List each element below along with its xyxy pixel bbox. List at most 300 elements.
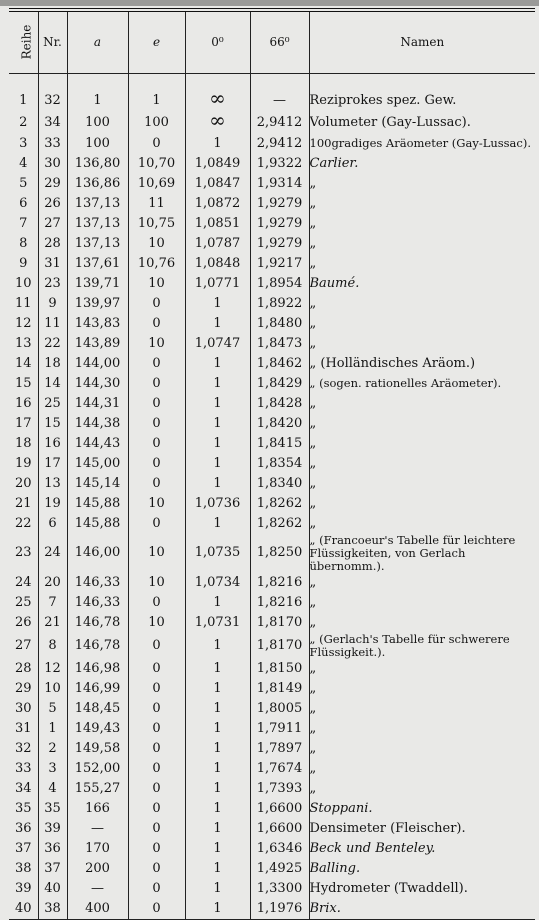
- cell-nr: 4: [38, 779, 67, 799]
- cell-nr: 16: [38, 434, 67, 454]
- cell-66-degree: 2,9412: [250, 112, 309, 134]
- table-row: [9, 494, 535, 514]
- cell-reihe: 8: [19, 235, 28, 251]
- cell-e: 0: [128, 314, 185, 334]
- cell-name: „: [309, 214, 535, 234]
- cell-reihe: 38: [14, 860, 32, 876]
- cell-nr: 20: [38, 573, 67, 593]
- table-row: [9, 334, 535, 354]
- cell-0-degree: 1: [185, 659, 250, 679]
- cell-0-degree: 1: [185, 699, 250, 719]
- cell-0-degree: 1: [185, 719, 250, 739]
- cell-reihe: 24: [14, 574, 32, 590]
- table-row: [9, 819, 535, 839]
- cell-name: „: [309, 613, 535, 633]
- cell-reihe: 26: [14, 614, 32, 630]
- cell-66-degree: 1,8354: [250, 454, 309, 474]
- cell-0-degree: 1: [185, 879, 250, 899]
- cell-name: „: [309, 699, 535, 719]
- cell-0-degree: 1: [185, 899, 250, 920]
- cell-66-degree: 1,9279: [250, 194, 309, 214]
- cell-e: 0: [128, 719, 185, 739]
- cell-name: „: [309, 779, 535, 799]
- cell-name: „ (Gerlach's Tabelle für schwerere Flüssigkeit.).: [309, 633, 535, 659]
- cell-reihe: 13: [14, 335, 32, 351]
- cell-a: 145,88: [67, 514, 128, 534]
- cell-66-degree: 1,8480: [250, 314, 309, 334]
- cell-a: 1: [67, 90, 128, 112]
- cell-reihe: 9: [19, 255, 28, 271]
- cell-0-degree: 1,0734: [185, 573, 250, 593]
- cell-name: Beck und Benteley.: [309, 839, 535, 859]
- cell-reihe: 20: [14, 475, 32, 491]
- cell-e: 0: [128, 819, 185, 839]
- cell-a: 137,13: [67, 234, 128, 254]
- cell-a: 146,33: [67, 593, 128, 613]
- cell-a: 143,89: [67, 334, 128, 354]
- header-namen: Namen: [309, 10, 535, 73]
- header-reihe: Reihe: [9, 10, 38, 73]
- cell-0-degree: 1: [185, 633, 250, 659]
- cell-reihe: 10: [14, 275, 32, 291]
- cell-nr: 21: [38, 613, 67, 633]
- cell-nr: 9: [38, 294, 67, 314]
- cell-0-degree: ∞: [185, 112, 250, 134]
- cell-a: 149,43: [67, 719, 128, 739]
- cell-reihe: 29: [14, 680, 32, 696]
- cell-name: Carlier.: [309, 154, 535, 174]
- cell-reihe: 40: [9, 899, 38, 920]
- cell-a: 144,38: [67, 414, 128, 434]
- cell-name: „: [309, 394, 535, 414]
- cell-nr: 35: [38, 799, 67, 819]
- cell-66-degree: 1,9279: [250, 234, 309, 254]
- cell-66-degree: 1,6346: [250, 839, 309, 859]
- cell-name: „ (Holländisches Aräom.): [309, 354, 535, 374]
- header-a: a: [67, 10, 128, 73]
- cell-0-degree: 1,0848: [185, 254, 250, 274]
- cell-a: 136,80: [67, 154, 128, 174]
- table-row: [9, 879, 535, 899]
- cell-name: „: [309, 679, 535, 699]
- table-row: [9, 90, 535, 112]
- cell-reihe: 14: [14, 355, 32, 371]
- cell-a: 144,00: [67, 354, 128, 374]
- cell-name: „ (sogen. rationelles Aräometer).: [309, 374, 535, 394]
- cell-nr: 8: [38, 633, 67, 659]
- cell-e: 10,70: [128, 154, 185, 174]
- cell-0-degree: 1: [185, 354, 250, 374]
- cell-e: 10,69: [128, 174, 185, 194]
- cell-nr: 10: [38, 679, 67, 699]
- cell-reihe: 15: [14, 375, 32, 391]
- cell-name: „: [309, 294, 535, 314]
- cell-a: 143,83: [67, 314, 128, 334]
- cell-reihe: 16: [14, 395, 32, 411]
- cell-e: 0: [128, 839, 185, 859]
- cell-a: 146,78: [67, 613, 128, 633]
- cell-nr: 39: [38, 819, 67, 839]
- cell-e: 0: [128, 434, 185, 454]
- cell-a: 145,14: [67, 474, 128, 494]
- cell-0-degree: 1: [185, 294, 250, 314]
- cell-0-degree: 1: [185, 819, 250, 839]
- cell-name: „: [309, 759, 535, 779]
- cell-e: 0: [128, 759, 185, 779]
- cell-name: „: [309, 514, 535, 534]
- cell-nr: 1: [38, 719, 67, 739]
- cell-e: 100: [128, 112, 185, 134]
- table-row: [9, 899, 535, 920]
- cell-66-degree: 1,8262: [250, 494, 309, 514]
- table-row: [9, 154, 535, 174]
- cell-name: „: [309, 659, 535, 679]
- cell-0-degree: 1,0731: [185, 613, 250, 633]
- cell-reihe: 7: [19, 215, 28, 231]
- cell-0-degree: 1: [185, 779, 250, 799]
- cell-name: „: [309, 573, 535, 593]
- table-row: [9, 573, 535, 593]
- cell-66-degree: 1,8150: [250, 659, 309, 679]
- cell-e: 10,75: [128, 214, 185, 234]
- cell-name: Volumeter (Gay-Lussac).: [309, 112, 535, 134]
- cell-0-degree: 1,0849: [185, 154, 250, 174]
- cell-66-degree: 1,9217: [250, 254, 309, 274]
- cell-0-degree: 1,0735: [185, 534, 250, 573]
- cell-66-degree: 1,8922: [250, 294, 309, 314]
- cell-a: 144,30: [67, 374, 128, 394]
- cell-name: „: [309, 194, 535, 214]
- cell-a: 146,00: [67, 534, 128, 573]
- table-row: [9, 739, 535, 759]
- cell-66-degree: 1,7897: [250, 739, 309, 759]
- cell-e: 0: [128, 699, 185, 719]
- cell-nr: 32: [38, 90, 67, 112]
- cell-nr: 40: [38, 879, 67, 899]
- cell-0-degree: 1: [185, 394, 250, 414]
- cell-reihe: 37: [14, 840, 32, 856]
- cell-name: „: [309, 334, 535, 354]
- cell-66-degree: 1,6600: [250, 819, 309, 839]
- cell-66-degree: 1,3300: [250, 879, 309, 899]
- cell-0-degree: 1: [185, 739, 250, 759]
- cell-a: 137,13: [67, 194, 128, 214]
- cell-e: 10: [128, 573, 185, 593]
- cell-reihe: 12: [14, 315, 32, 331]
- cell-66-degree: 1,8005: [250, 699, 309, 719]
- cell-0-degree: 1: [185, 839, 250, 859]
- table-row: [9, 214, 535, 234]
- cell-reihe: 35: [14, 800, 32, 816]
- cell-reihe: 33: [14, 760, 32, 776]
- cell-e: 0: [128, 633, 185, 659]
- cell-name: Reziprokes spez. Gew.: [309, 90, 535, 112]
- cell-name: 100gradiges Aräometer (Gay-Lussac).: [309, 134, 535, 154]
- cell-a: 100: [67, 134, 128, 154]
- cell-a: 146,78: [67, 633, 128, 659]
- cell-a: 139,97: [67, 294, 128, 314]
- cell-reihe: 30: [14, 700, 32, 716]
- cell-e: 0: [128, 739, 185, 759]
- cell-nr: 24: [38, 534, 67, 573]
- cell-66-degree: 1,9279: [250, 214, 309, 234]
- cell-reihe: 23: [14, 545, 32, 560]
- cell-0-degree: 1: [185, 679, 250, 699]
- cell-0-degree: 1: [185, 799, 250, 819]
- table-row: [9, 234, 535, 254]
- table-row: [9, 859, 535, 879]
- cell-e: 0: [128, 679, 185, 699]
- cell-reihe: 11: [14, 295, 32, 311]
- cell-a: 145,00: [67, 454, 128, 474]
- cell-name: Stoppani.: [309, 799, 535, 819]
- table-row: [9, 613, 535, 633]
- cell-nr: 14: [38, 374, 67, 394]
- table-row: [9, 514, 535, 534]
- table-row: [9, 759, 535, 779]
- table-row: [9, 779, 535, 799]
- cell-0-degree: 1,0747: [185, 334, 250, 354]
- cell-reihe: 6: [19, 195, 28, 211]
- cell-66-degree: 1,8954: [250, 274, 309, 294]
- cell-nr: 36: [38, 839, 67, 859]
- cell-reihe: 4: [19, 155, 28, 171]
- cell-e: 0: [128, 474, 185, 494]
- cell-e: 0: [128, 859, 185, 879]
- cell-e: 0: [128, 659, 185, 679]
- cell-reihe: 39: [14, 880, 32, 896]
- cell-name: „: [309, 314, 535, 334]
- header-66-degree: 66⁰: [250, 10, 309, 73]
- cell-nr: 6: [38, 514, 67, 534]
- cell-nr: 19: [38, 494, 67, 514]
- cell-e: 10: [128, 494, 185, 514]
- scan-top-edge: [0, 0, 539, 6]
- cell-nr: 34: [38, 112, 67, 134]
- cell-name: „: [309, 254, 535, 274]
- table-row: [9, 174, 535, 194]
- table-row: [9, 394, 535, 414]
- cell-0-degree: ∞: [185, 90, 250, 112]
- table-row: [9, 414, 535, 434]
- cell-a: 152,00: [67, 759, 128, 779]
- cell-a: 144,31: [67, 394, 128, 414]
- cell-nr: 31: [38, 254, 67, 274]
- cell-reihe: 5: [19, 175, 28, 191]
- cell-e: 0: [128, 779, 185, 799]
- cell-66-degree: 1,8428: [250, 394, 309, 414]
- cell-0-degree: 1,0736: [185, 494, 250, 514]
- cell-e: 10: [128, 234, 185, 254]
- cell-name: „: [309, 174, 535, 194]
- cell-nr: 27: [38, 214, 67, 234]
- cell-reihe: 32: [14, 740, 32, 756]
- cell-reihe: 3: [19, 135, 28, 151]
- cell-e: 1: [128, 90, 185, 112]
- cell-e: 0: [128, 374, 185, 394]
- cell-name: „ (Francoeur's Tabelle für leichtere Flüssigkeiten, von Gerlach übernomm.).: [309, 534, 535, 573]
- cell-nr: 28: [38, 234, 67, 254]
- cell-nr: 38: [38, 899, 67, 920]
- cell-0-degree: 1: [185, 374, 250, 394]
- cell-66-degree: 1,8340: [250, 474, 309, 494]
- cell-66-degree: 1,8473: [250, 334, 309, 354]
- cell-name: „: [309, 494, 535, 514]
- cell-name: „: [309, 234, 535, 254]
- cell-reihe: 19: [14, 455, 32, 471]
- table-row: [9, 839, 535, 859]
- cell-e: 0: [128, 294, 185, 314]
- cell-66-degree: 1,8415: [250, 434, 309, 454]
- cell-reihe: 36: [14, 820, 32, 836]
- cell-name: „: [309, 434, 535, 454]
- cell-nr: 25: [38, 394, 67, 414]
- cell-e: 10,76: [128, 254, 185, 274]
- cell-reihe: 1: [19, 92, 28, 108]
- cell-66-degree: 1,9314: [250, 174, 309, 194]
- cell-nr: 26: [38, 194, 67, 214]
- cell-a: 136,86: [67, 174, 128, 194]
- cell-nr: 15: [38, 414, 67, 434]
- table-row: [9, 534, 535, 573]
- cell-0-degree: 1: [185, 134, 250, 154]
- cell-0-degree: 1: [185, 859, 250, 879]
- cell-e: 0: [128, 394, 185, 414]
- table-row: [9, 454, 535, 474]
- cell-e: 10: [128, 334, 185, 354]
- cell-a: 139,71: [67, 274, 128, 294]
- table-header-row: [9, 10, 535, 73]
- table-row: [9, 294, 535, 314]
- table-row: [9, 374, 535, 394]
- cell-a: 148,45: [67, 699, 128, 719]
- cell-name: „: [309, 414, 535, 434]
- cell-reihe: 22: [14, 515, 32, 531]
- cell-e: 0: [128, 454, 185, 474]
- table-row: [9, 474, 535, 494]
- cell-nr: 12: [38, 659, 67, 679]
- cell-nr: 5: [38, 699, 67, 719]
- cell-e: 0: [128, 879, 185, 899]
- cell-name: Baumé.: [309, 274, 535, 294]
- cell-a: 149,58: [67, 739, 128, 759]
- cell-name: Densimeter (Fleischer).: [309, 819, 535, 839]
- cell-66-degree: 1,8149: [250, 679, 309, 699]
- table-row: [9, 799, 535, 819]
- cell-e: 0: [128, 134, 185, 154]
- cell-66-degree: 1,8250: [250, 534, 309, 573]
- cell-a: 146,99: [67, 679, 128, 699]
- cell-a: 146,33: [67, 573, 128, 593]
- cell-nr: 30: [38, 154, 67, 174]
- table-row: [9, 354, 535, 374]
- cell-66-degree: 1,8170: [250, 613, 309, 633]
- cell-nr: 29: [38, 174, 67, 194]
- cell-name: Hydrometer (Twaddell).: [309, 879, 535, 899]
- cell-reihe: 17: [14, 415, 32, 431]
- table-row: [9, 593, 535, 613]
- cell-0-degree: 1: [185, 593, 250, 613]
- table-body: [9, 73, 535, 919]
- cell-name: Brix.: [309, 899, 535, 920]
- cell-reihe: 2: [19, 114, 28, 130]
- cell-a: 137,61: [67, 254, 128, 274]
- table-row: [9, 633, 535, 659]
- cell-66-degree: 1,8216: [250, 573, 309, 593]
- cell-e: 0: [128, 354, 185, 374]
- table-row: [9, 314, 535, 334]
- cell-66-degree: 1,8262: [250, 514, 309, 534]
- cell-nr: 7: [38, 593, 67, 613]
- cell-reihe: 25: [14, 594, 32, 610]
- cell-66-degree: 1,7393: [250, 779, 309, 799]
- cell-e: 10: [128, 274, 185, 294]
- cell-a: 400: [67, 899, 128, 920]
- cell-reihe: 18: [14, 435, 32, 451]
- cell-nr: 22: [38, 334, 67, 354]
- cell-0-degree: 1,0851: [185, 214, 250, 234]
- cell-66-degree: 1,1976: [250, 899, 309, 920]
- cell-0-degree: 1: [185, 759, 250, 779]
- table-row: [9, 434, 535, 454]
- cell-0-degree: 1: [185, 454, 250, 474]
- cell-0-degree: 1,0771: [185, 274, 250, 294]
- table-row: [9, 194, 535, 214]
- hydrometer-scale-table: [9, 8, 535, 920]
- table-row: [9, 274, 535, 294]
- table-row: [9, 659, 535, 679]
- cell-nr: 2: [38, 739, 67, 759]
- cell-66-degree: 1,7911: [250, 719, 309, 739]
- cell-66-degree: 1,8216: [250, 593, 309, 613]
- cell-name: „: [309, 719, 535, 739]
- cell-a: 155,27: [67, 779, 128, 799]
- cell-66-degree: 2,9412: [250, 134, 309, 154]
- cell-a: —: [67, 879, 128, 899]
- cell-nr: 37: [38, 859, 67, 879]
- table-row: [9, 719, 535, 739]
- cell-0-degree: 1,0872: [185, 194, 250, 214]
- cell-a: 200: [67, 859, 128, 879]
- header-nr: Nr.: [38, 10, 67, 73]
- cell-reihe: 27: [14, 637, 32, 653]
- cell-66-degree: 1,9322: [250, 154, 309, 174]
- cell-0-degree: 1,0847: [185, 174, 250, 194]
- cell-0-degree: 1: [185, 474, 250, 494]
- table-row: [9, 679, 535, 699]
- cell-e: 10: [128, 534, 185, 573]
- cell-66-degree: 1,8420: [250, 414, 309, 434]
- cell-a: 144,43: [67, 434, 128, 454]
- cell-name: „: [309, 474, 535, 494]
- table-row: [9, 134, 535, 154]
- cell-nr: 11: [38, 314, 67, 334]
- cell-66-degree: 1,8170: [250, 633, 309, 659]
- cell-reihe: 31: [14, 720, 32, 736]
- cell-nr: 33: [38, 134, 67, 154]
- cell-66-degree: 1,8462: [250, 354, 309, 374]
- table-row: [9, 112, 535, 134]
- cell-e: 10: [128, 613, 185, 633]
- cell-e: 0: [128, 799, 185, 819]
- cell-a: 145,88: [67, 494, 128, 514]
- cell-nr: 3: [38, 759, 67, 779]
- cell-name: „: [309, 739, 535, 759]
- cell-nr: 23: [38, 274, 67, 294]
- header-e: e: [128, 10, 185, 73]
- cell-66-degree: 1,7674: [250, 759, 309, 779]
- cell-e: 0: [128, 514, 185, 534]
